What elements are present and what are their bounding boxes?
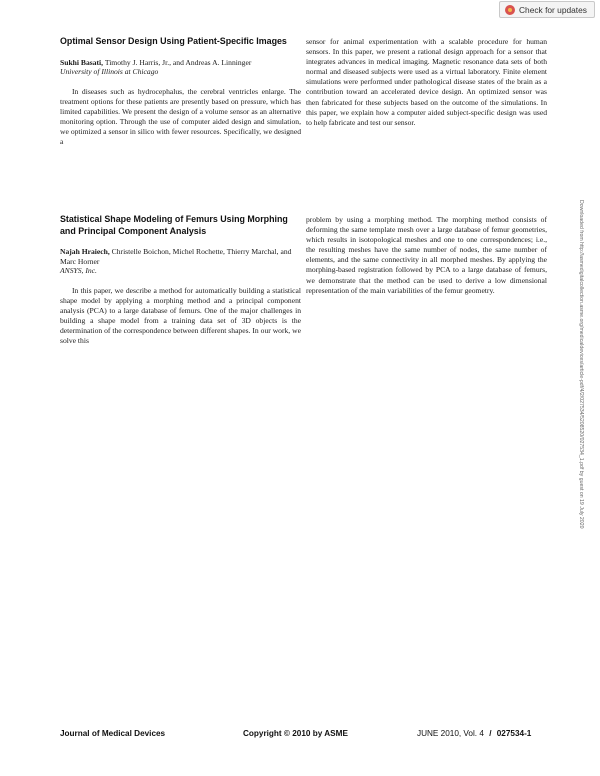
footer-copyright: Copyright © 2010 by ASME bbox=[243, 729, 348, 738]
article2-lead-author: Najah Hraiech, bbox=[60, 247, 110, 256]
download-watermark: Downloaded from http://asmedigitalcollection.asme.org/medicaldevices/article-pdf/4/2/027534/5208520/027534_1.pdf by guest on 19 July 2020 bbox=[578, 200, 584, 529]
footer-issue-text: JUNE 2010, Vol. 4 bbox=[417, 729, 484, 738]
article2-left-column bbox=[60, 214, 301, 346]
article1-right-column bbox=[306, 37, 547, 128]
article2-title: Statistical Shape Modeling of Femurs Using Morphing and Principal Component Analysis bbox=[60, 214, 288, 236]
article1-affiliation: University of Illinois at Chicago bbox=[60, 67, 159, 77]
article2-abstract-part1: In this paper, we describe a method for automatically building a statistical shape model by applying a morphing method and a principal component analysis (PCA) to a large database of femurs. One of the major challenges in building a shape model from a training data set of 3D objects is the determination of the correspondence between different shapes. In our work, we solve this bbox=[60, 285, 301, 346]
article1-title: Optimal Sensor Design Using Patient-Specific Images bbox=[60, 36, 287, 46]
article1-abstract-part2: sensor for animal experimentation with a scalable procedure for human sensors. In this paper, we present a rational design approach for a sensor that integrates advances in medical imaging. Magnetic resonance data sets of both normal and diseased subjects were used as a virtual laboratory. Finite element simulations were performed under pathological disease states of the brain as a contribution toward an accelerated device design. An optimized sensor was then fabricated for these subjects based on the outcome of the simulations. In this paper, we explain how a computer aided subject-specific design was used to help fabricate and test our sensor. bbox=[306, 37, 547, 127]
check-for-updates-button[interactable] bbox=[499, 1, 595, 18]
crossmark-icon bbox=[505, 5, 515, 15]
article2-authors bbox=[60, 247, 301, 266]
article1-other-authors: Timothy J. Harris, Jr., and Andreas A. Linninger bbox=[103, 57, 252, 67]
article1-left-column bbox=[60, 36, 301, 147]
footer-journal: Journal of Medical Devices bbox=[60, 729, 166, 738]
article1-abstract-part1: In diseases such as hydrocephalus, the cerebral ventricles enlarge. The treatment options for these patients are presently based on pressure, which has limited capabilities. We present the design of a volume sensor as an alternative monitoring option. Through the use of computer aided design and simulation, we optimized a sensor in silico with fewer resources. Specifically, we designed a bbox=[60, 86, 301, 147]
article1-authors bbox=[60, 58, 301, 68]
footer-issue bbox=[417, 729, 531, 738]
footer-separator: / bbox=[489, 729, 492, 738]
article2-right-column bbox=[306, 215, 547, 296]
article2-abstract-part2: problem by using a morphing method. The morphing method consists of deforming the same template mesh over a large database of femur geometries, which results in isotopological meshes and one to one correspondences; i.e., the resulting meshes have the same number of nodes, the same number of elements, and the same connectivity in all morphed meshes. By applying the morphing-based registration followed by PCA to a large database of femurs, we demonstrate that the method can be used to derive a low dimensional representation of the main variabilities of the femur geometry. bbox=[306, 215, 547, 295]
article1-lead-author: Sukhi Basati, bbox=[60, 57, 104, 67]
article2-affiliation: ANSYS, Inc. bbox=[60, 266, 97, 276]
article2-other-authors: Christelle Boichon, Michel Rochette, Thierry Marchal, and Marc Horner bbox=[60, 247, 292, 266]
footer-page-id: 027534-1 bbox=[496, 729, 532, 738]
check-for-updates-label: Check for updates bbox=[519, 4, 587, 15]
